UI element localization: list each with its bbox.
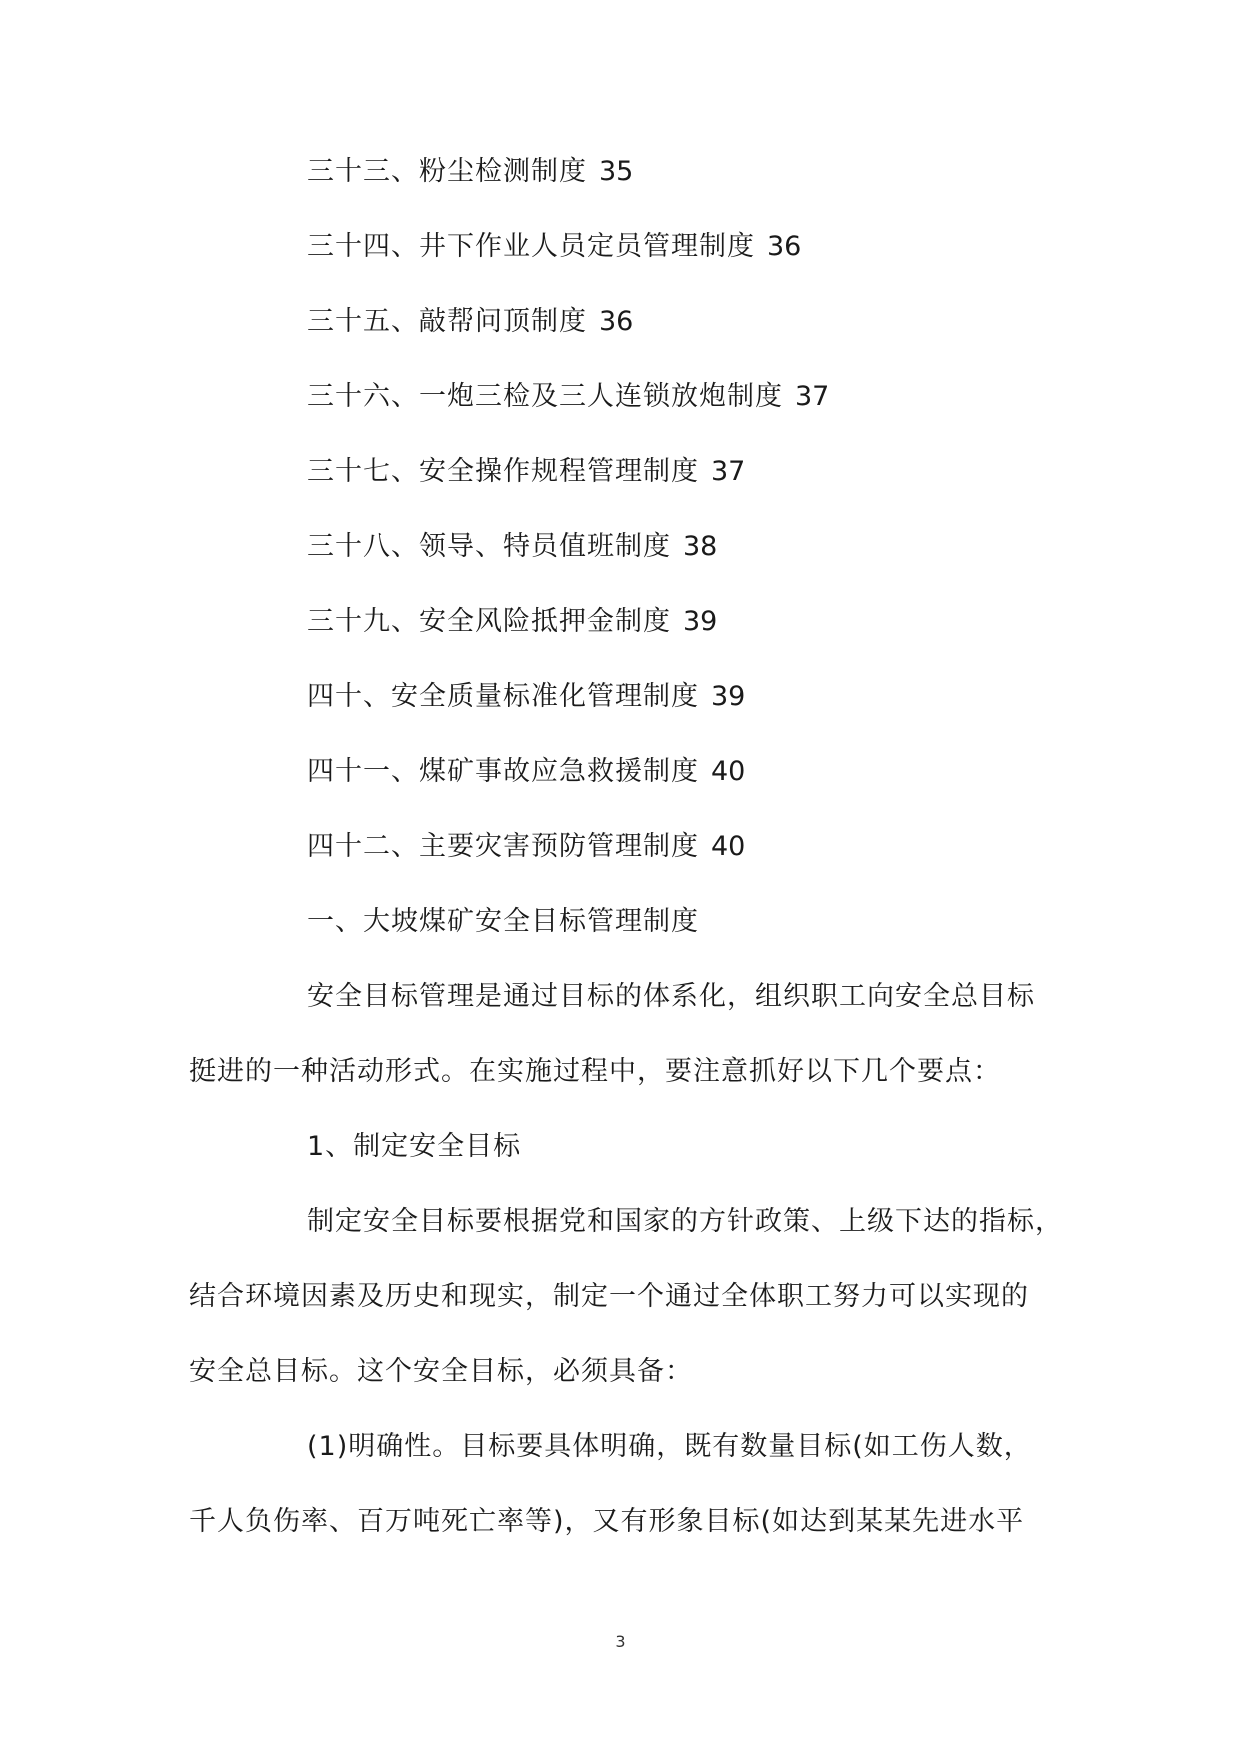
toc-entry <box>307 379 829 415</box>
page-number: 3 <box>615 1632 626 1651</box>
toc-entry <box>307 529 717 565</box>
toc-entry-page: 39 <box>711 681 746 712</box>
toc-entry-page: 38 <box>683 531 718 562</box>
toc-entry-page: 37 <box>795 381 830 412</box>
toc-entry <box>307 754 745 790</box>
paragraph-line: 安全总目标。这个安全目标，必须具备： <box>189 1356 693 1387</box>
paragraph-line: 挺进的一种活动形式。在实施过程中，要注意抓好以下几个要点： <box>189 1056 1001 1087</box>
toc-entry <box>307 829 745 865</box>
toc-entry-title: 三十八、领导、特员值班制度 <box>307 531 671 562</box>
toc-entry-title: 三十九、安全风险抵押金制度 <box>307 606 671 637</box>
toc-entry-title: 四十一、煤矿事故应急救援制度 <box>307 756 699 787</box>
toc-entry <box>307 679 745 715</box>
toc-entry-title: 四十、安全质量标准化管理制度 <box>307 681 699 712</box>
toc-entry-title: 三十六、一炮三检及三人连锁放炮制度 <box>307 381 783 412</box>
toc-entry-page: 36 <box>767 231 802 262</box>
toc-entry-title: 三十五、敲帮问顶制度 <box>307 306 587 337</box>
toc-entry-title: 三十四、井下作业人员定员管理制度 <box>307 231 755 262</box>
paragraph-line: 千人负伤率、百万吨死亡率等)，又有形象目标(如达到某某先进水平 <box>189 1506 1025 1537</box>
section-title: 一、大坡煤矿安全目标管理制度 <box>307 906 699 937</box>
toc-entry-title: 三十三、粉尘检测制度 <box>307 156 587 187</box>
paragraph-line: 安全目标管理是通过目标的体系化，组织职工向安全总目标 <box>307 981 1035 1012</box>
toc-entry-title: 三十七、安全操作规程管理制度 <box>307 456 699 487</box>
toc-entry-title: 四十二、主要灾害预防管理制度 <box>307 831 699 862</box>
paragraph-line: (1)明确性。目标要具体明确，既有数量目标(如工伤人数， <box>307 1431 1032 1462</box>
toc-entry-page: 40 <box>711 756 746 787</box>
paragraph-line: 制定安全目标要根据党和国家的方针政策、上级下达的指标， <box>307 1206 1063 1237</box>
toc-entry <box>307 454 745 490</box>
toc-entry-page: 35 <box>599 156 634 187</box>
subheading: 1、制定安全目标 <box>307 1131 522 1162</box>
toc-entry <box>307 229 801 265</box>
toc-entry <box>307 304 633 340</box>
toc-entry <box>307 604 717 640</box>
toc-entry <box>307 154 633 190</box>
toc-entry-page: 37 <box>711 456 746 487</box>
paragraph-line: 结合环境因素及历史和现实，制定一个通过全体职工努力可以实现的 <box>189 1281 1029 1312</box>
toc-entry-page: 40 <box>711 831 746 862</box>
toc-entry-page: 39 <box>683 606 718 637</box>
toc-entry-page: 36 <box>599 306 634 337</box>
